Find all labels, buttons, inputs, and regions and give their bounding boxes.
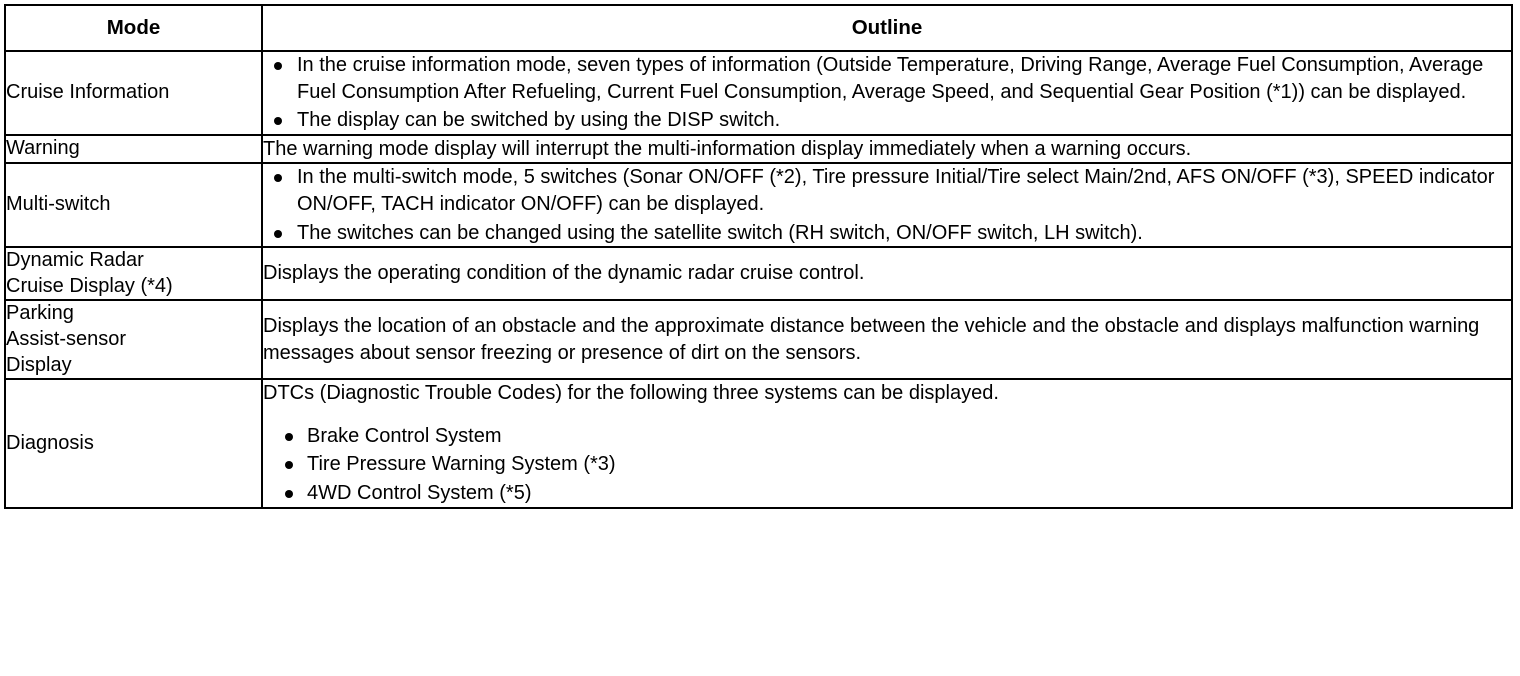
mode-label: Parking: [6, 302, 74, 325]
list-item: The switches can be changed using the satellite switch (RH switch, ON/OFF switch, LH switch).: [263, 220, 1511, 247]
mode-cell: [5, 163, 262, 247]
table-row: [5, 163, 1512, 247]
outline-text: DTCs (Diagnostic Trouble Codes) for the following three systems can be displayed.: [263, 382, 999, 405]
outline-cell: [262, 163, 1512, 247]
mode-label-line2: Cruise Display (*4): [6, 274, 173, 297]
mode-label-line2: Assist-sensor: [6, 327, 127, 350]
mode-label: Warning: [6, 137, 80, 160]
list-item: The display can be switched by using the DISP switch.: [263, 107, 1511, 134]
outline-cell: [262, 379, 1512, 507]
outline-cell: [262, 135, 1512, 164]
mode-cell: [5, 135, 262, 164]
mode-cell: [5, 247, 262, 300]
mode-label: Multi-switch: [6, 193, 111, 216]
outline-cell: [262, 247, 1512, 300]
mode-outline-table: [4, 4, 1513, 509]
mode-label-line3: Display: [6, 353, 72, 376]
header-mode: Mode: [5, 5, 262, 51]
list-item: In the cruise information mode, seven types of information (Outside Temperature, Driving Range, Average Fuel Consumption, Average Fuel Consumption After Refueling, Current Fuel Consumption, Average Speed, and Sequential Gear Position (*1)) can be displayed.: [263, 52, 1511, 105]
mode-label: Diagnosis: [6, 431, 94, 454]
list-item: 4WD Control System (*5): [263, 480, 1511, 507]
header-outline: Outline: [262, 5, 1512, 51]
mode-cell: [5, 300, 262, 379]
list-item: Brake Control System: [263, 423, 1511, 450]
mode-cell: [5, 51, 262, 135]
table-header-row: [5, 5, 1512, 51]
outline-text: Displays the operating condition of the dynamic radar cruise control.: [263, 262, 865, 285]
outline-text: Displays the location of an obstacle and the approximate distance between the vehicle and the obstacle and displays malfunction warning messages about sensor freezing or presence of dirt on the sensors.: [263, 315, 1480, 364]
list-item: Tire Pressure Warning System (*3): [263, 451, 1511, 478]
outline-text: The warning mode display will interrupt the multi-information display immediately when a warning occurs.: [263, 137, 1192, 160]
mode-label: Cruise Information: [6, 81, 170, 104]
table-row: [5, 135, 1512, 164]
spacer: [263, 407, 1511, 423]
outline-cell: [262, 300, 1512, 379]
outline-cell: [262, 51, 1512, 135]
table-row: [5, 300, 1512, 379]
bullet-list: [263, 52, 1511, 134]
mode-cell: [5, 379, 262, 507]
bullet-list: [263, 164, 1511, 246]
list-item: In the multi-switch mode, 5 switches (Sonar ON/OFF (*2), Tire pressure Initial/Tire select Main/2nd, AFS ON/OFF (*3), SPEED indicator ON/OFF, TACH indicator ON/OFF) can be displayed.: [263, 164, 1511, 217]
table-row: [5, 379, 1512, 507]
mode-label: Dynamic Radar: [6, 249, 144, 272]
table-row: [5, 247, 1512, 300]
table-row: [5, 51, 1512, 135]
bullet-list: [263, 423, 1511, 507]
